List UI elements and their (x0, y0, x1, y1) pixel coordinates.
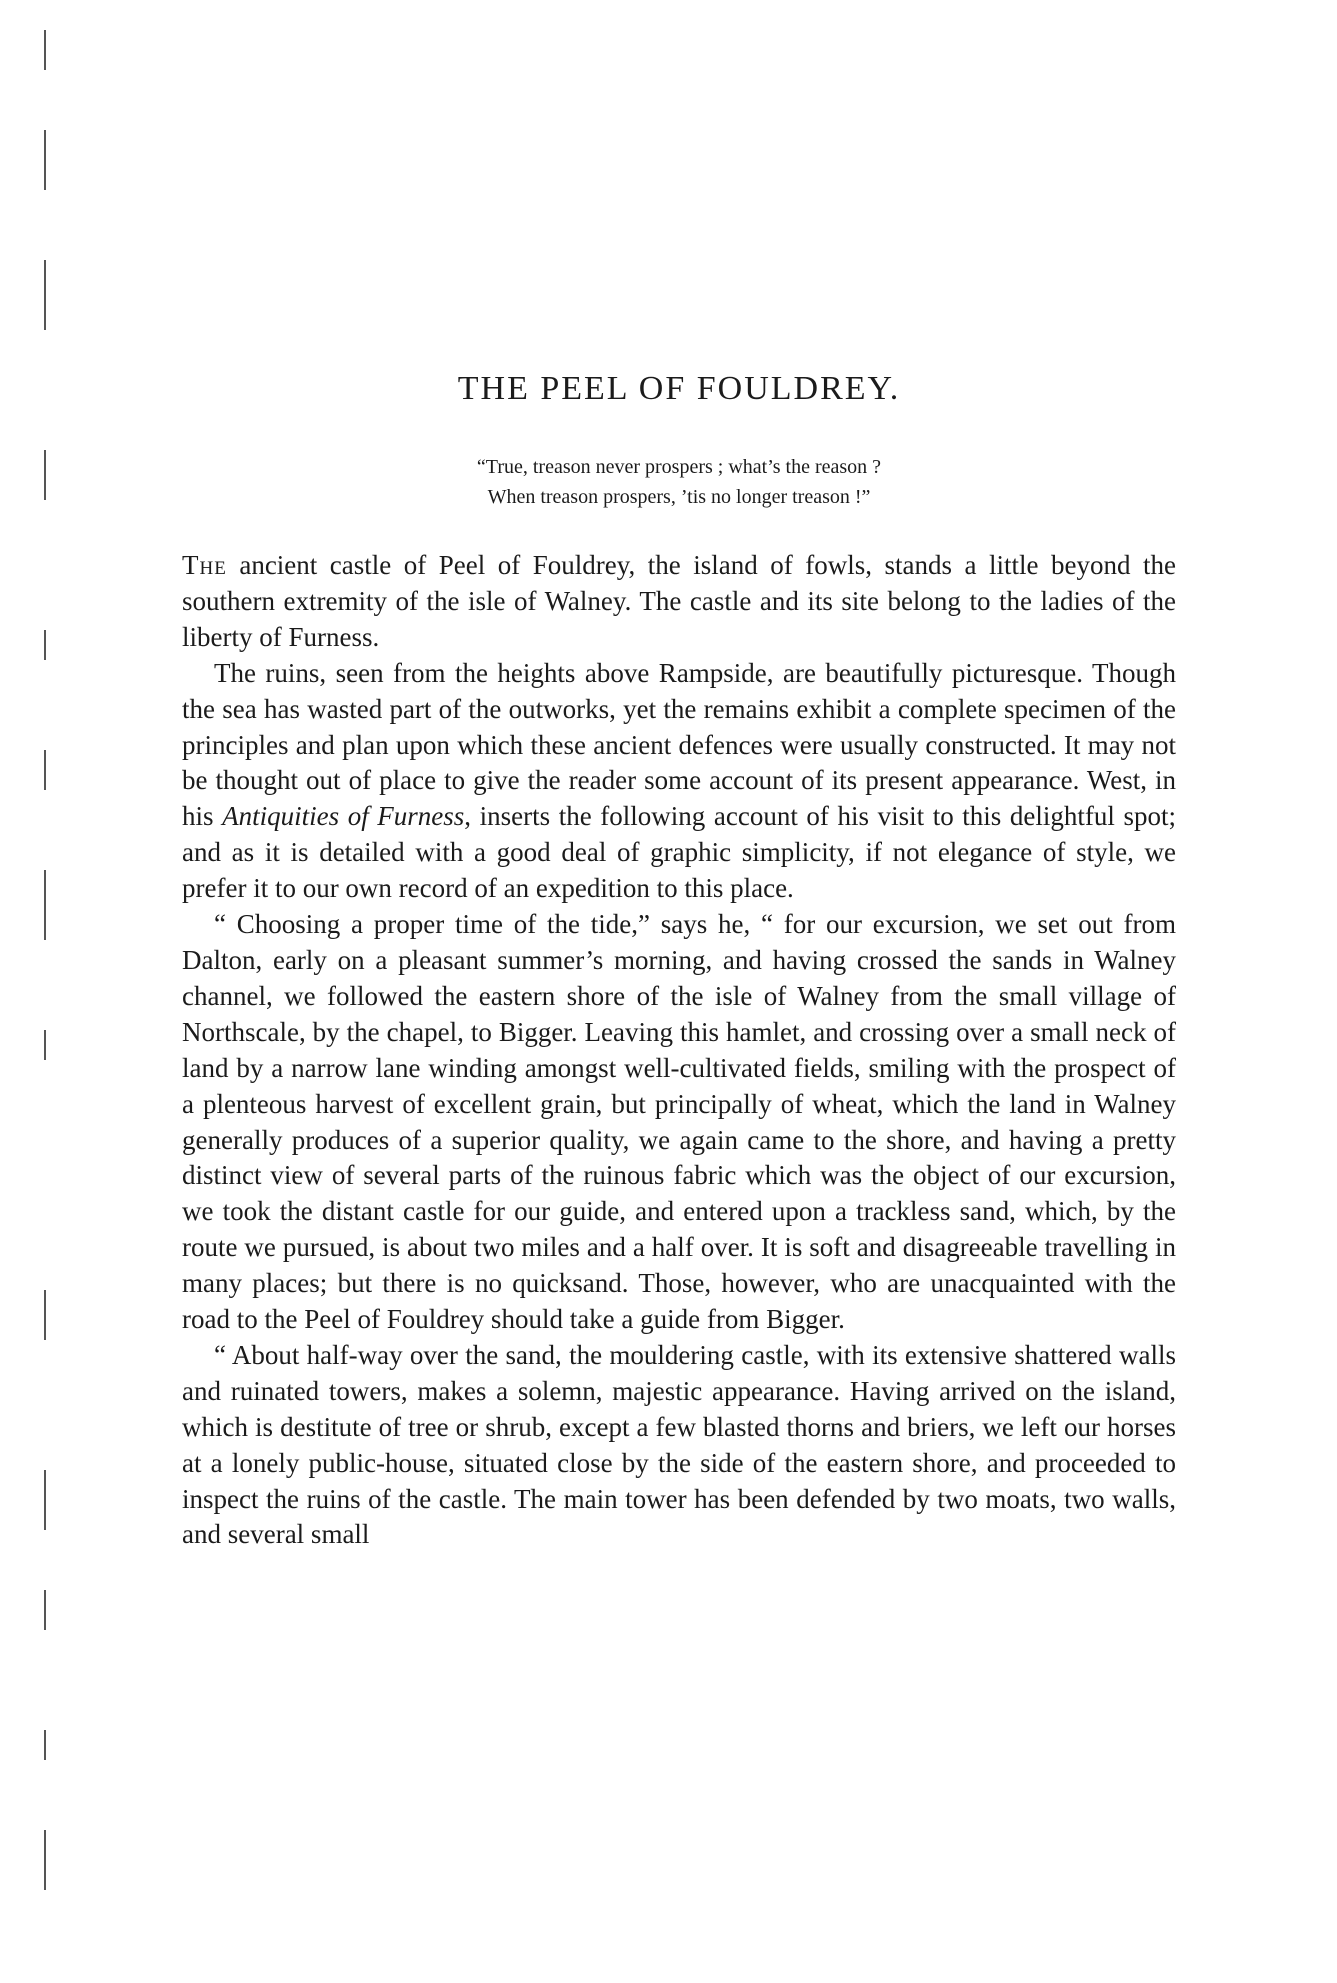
epigraph-line-2: When treason prospers, ’tis no longer treason !” (487, 486, 871, 508)
paragraph-1 (182, 548, 1176, 656)
book-title-antiquities-of-furness: Antiquities of Furness (222, 801, 465, 832)
chapter-title: THE PEEL OF FOULDREY. (457, 370, 901, 407)
paragraph-2 (182, 656, 1176, 907)
paragraph-1-text: ancient castle of Peel of Fouldrey, the island of fowls, stands a little beyond the southern extremity of the isle of Walney. The castle and its site belong to the ladies of the liberty of Furness. (182, 550, 1176, 652)
paragraph-3: “ Choosing a proper time of the tide,” says he, “ for our excursion, we set out from Dalton, early on a pleasant summer’s morning, and having crossed the sands in Walney channel, we followed the eastern shore of the isle of Walney from the small village of Northscale, by the chapel, to Bigger. Leaving this hamlet, and crossing over a small neck of land by a narrow lane winding amongst well-cultivated fields, smiling with the prospect of a plenteous harvest of excellent grain, but principally of wheat, which the land in Walney generally produces of a superior quality, we again came to the shore, and having a pretty distinct view of several parts of the ruinous fabric which was the object of our excursion, we took the distant castle for our guide, and entered upon a trackless sand, which, by the route we pursued, is about two miles and a half over. It is soft and disagreeable travelling in many places; but there is no quicksand. Those, however, who are unacquainted with the road to the Peel of Fouldrey should take a guide from Bigger. (182, 909, 1176, 1335)
epigraph (182, 452, 1176, 512)
paragraph-4: “ About half-way over the sand, the mouldering castle, with its extensive shattered walls and ruinated towers, makes a solemn, majestic appearance. Having arrived on the island, which is destitute of tree or shrub, except a few blasted thorns and briers, we left our horses at a lonely public-house, situated close by the side of the eastern shore, and proceeded to inspect the ruins of the castle. The main tower has been defended by two moats, two walls, and several small (182, 1339, 1176, 1550)
paragraph-2-before: The ruins, seen from the heights above Rampside, are beautifully picturesque. Though the sea has wasted part of the outworks, yet the remains exhibit a complete specimen of the principles and plan upon which these ancient defences were usually constructed. It may not be thought out of place to give the reader some account of its present appearance. West, in his (182, 657, 1176, 832)
binding-gutter-marks (40, 30, 54, 1950)
body-text (182, 548, 1176, 1553)
paragraph-1-lead: The (182, 550, 227, 580)
epigraph-line-1: “True, treason never prospers ; what’s the reason ? (476, 456, 882, 478)
paragraph-2-after: , inserts the following account of his visit to this delightful spot; and as it is detailed with a good deal of graphic simplicity, if not elegance of style, we prefer it to our own record of an expedition to this place. (182, 801, 1176, 904)
